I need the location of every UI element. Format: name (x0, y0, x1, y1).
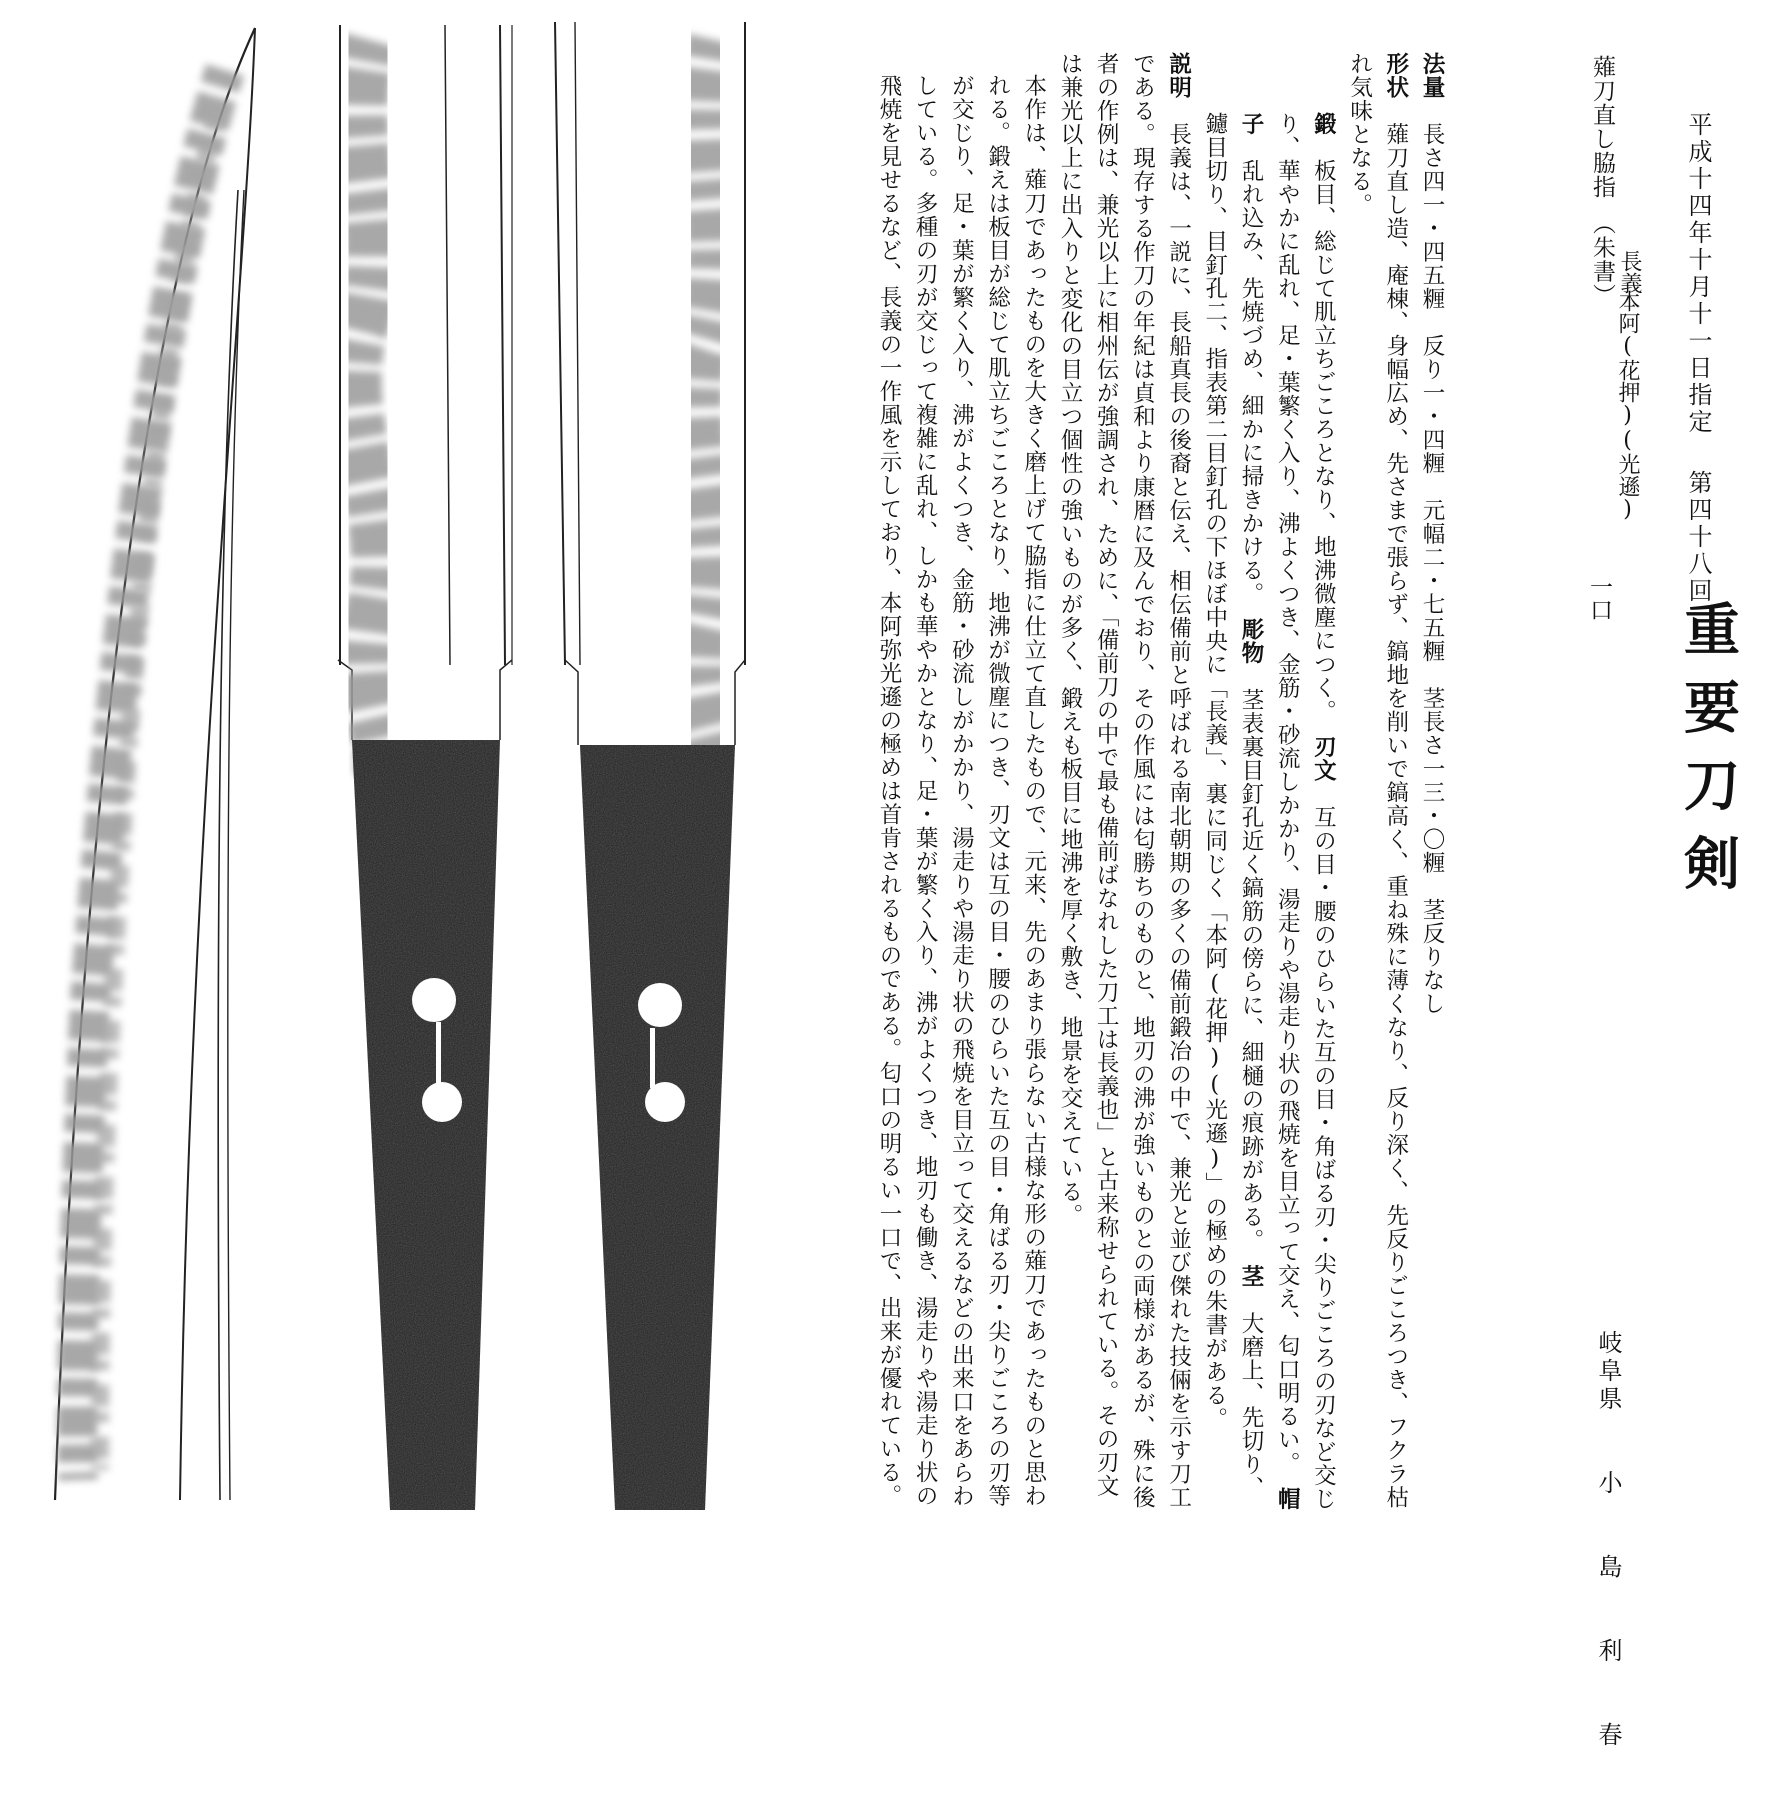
mekugi-hole-2 (422, 1082, 462, 1122)
explanation-section (1052, 52, 1197, 1512)
heading-tang: 茎 (1237, 1264, 1264, 1288)
heading-measurements: 法量 (1419, 52, 1445, 99)
blade-ridge-line (228, 190, 244, 1500)
boshi-text: 乱れ込み、先焼づめ、細かに掃きかける。 (1237, 159, 1264, 595)
form-section (1341, 52, 1413, 1512)
heading-explanation: 説明 (1165, 52, 1192, 99)
page-title: 重要刀剣 (1675, 600, 1741, 912)
straight-blade-omote (338, 25, 512, 1510)
owner-prefecture: 岐阜県 (1594, 1330, 1622, 1414)
carving-text: 茎表裏目釘孔近く鎬筋の傍らに、細樋の痕跡がある。 (1237, 688, 1264, 1241)
mekugi-hole-1 (412, 978, 456, 1022)
smith-attribution (1618, 250, 1640, 294)
hamon-curved (77, 70, 225, 1480)
measurements-section (1414, 52, 1450, 1512)
oshigata-illustration (0, 0, 875, 1539)
heading-hamon: 刃文 (1310, 735, 1337, 783)
curved-blade-view (55, 28, 255, 1500)
item-count: 一口 (1586, 575, 1612, 621)
explanation-text-1: 長義は、一説に、長船真長の後裔と伝え、相伝備前と呼ばれる南北朝期の多くの備前鍛冶の中で、兼光と並び傑れた技倆を示す刀工である。現存する作刀の年紀は貞和より康暦に及んでおり、その作風には匂勝ちのものと、地刃の沸が強いものとの両様があるが、殊に後者の作例は、兼光以上に相州伝が強調され、ために、「備前刀の中で最も備前ばなれした刀工は長義也」と古来称せられている。その刃文は兼光以上に出入りと変化の目立つ個性の強いものが多く、鍛えも板目に地沸を厚く敷き、地景を交えている。 (1056, 52, 1192, 1509)
hamon-ura (695, 40, 715, 780)
designation-date: 平成十四年十月十一日指定 (1684, 112, 1712, 436)
forging-text: 板目、総じて肌立ちごころとなり、地沸微塵につく。 (1310, 159, 1337, 712)
heading-carving: 彫物 (1237, 617, 1264, 665)
explanation-text-2: 本作は、薙刀であったものを大きく磨上げて脇指に仕立て直したもので、元来、先のあまり張らない古様な形の薙刀であったものと思われる。鍛えは板目が総じて肌立ちごころとなり、地沸が微塵につき、刃文は互の目・腰のひらいた互の目・角ばる刃・尖りごころの刃等が交じり、足・葉が繁く入り、沸がよくつき、金筋・砂流しがかかり、湯走りや湯走り状の飛焼を目立って交えるなどの出来口をあらわしている。多種の刃が交じって複雑に乱れ、しかも華やかとなり、足・葉が繁く入り、沸がよくつき、地刃も働き、湯走りや湯走り状の飛焼を見せるなど、長義の一作風を示しており、本阿弥光遜の極めは首肯されるものである。匂口の明るい一口で、出来が優れている。 (875, 74, 1047, 1508)
owner-name: 小島利春 (1594, 1470, 1622, 1806)
heading-form: 形状 (1382, 52, 1409, 99)
explanation-paragraph-2 (871, 52, 1052, 1512)
smith-name: 長義 (1617, 250, 1642, 294)
hamon-omote (354, 40, 382, 780)
heading-forging: 鍛 (1310, 112, 1337, 136)
hamon-curved-inner (100, 120, 215, 1470)
straight-blade-ura (555, 22, 745, 1510)
hamon-text: 互の目・腰のひらいた互の目・角ばる刃・尖りごころの刃など交じり、華やかに乱れ、足・葉繁く入り、沸よくつき、金筋・砂流しかかり、湯走りや湯走り状の飛焼を目立って交え、匂口明るい。 (1274, 112, 1337, 1511)
forging-section (1197, 52, 1342, 1512)
heading-boshi-b: 子 (1237, 112, 1264, 136)
sword-note: （朱書） (1589, 223, 1615, 308)
mekugi-hole-3 (638, 983, 682, 1027)
sword-name (1590, 55, 1613, 308)
measurements-text: 長さ四一・四五糎 反り一・四糎 元幅二・七五糎 茎長さ一三・〇糎 茎反りなし (1419, 122, 1445, 1016)
description-body (875, 52, 1450, 1512)
sword-type: 薙刀直し脇指 (1589, 55, 1615, 199)
session-number: 第四十八回 (1684, 470, 1712, 605)
heading-boshi-a: 帽 (1274, 1487, 1301, 1511)
form-text: 薙刀直し造、庵棟、身幅広め、先さまで張らず、鎬地を削いで鎬高く、重ね殊に薄くなり、反り深く、先反りごころつき、フクラ枯れ気味となる。 (1346, 52, 1409, 1509)
smith-attribution-line2: 本阿(花押)(光遜) (1615, 290, 1640, 522)
tang-text: 大磨上、先切り、鑢目切り、目釘孔二、指表第二目釘孔の下ほぼ中央に「長義」、裏に同じく「本阿(花押)(光遜)」の極めの朱書がある。 (1201, 112, 1264, 1500)
